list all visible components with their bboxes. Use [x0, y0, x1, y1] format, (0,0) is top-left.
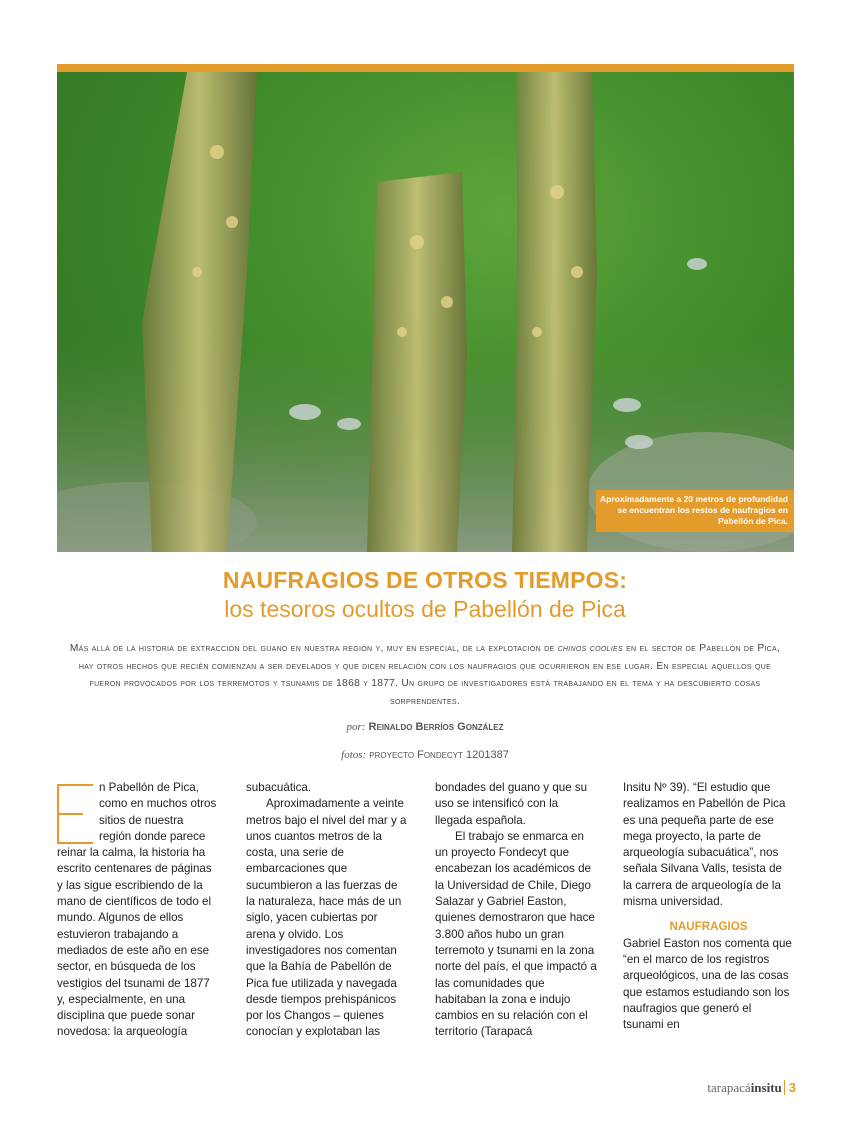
photo-credit-source: proyecto Fondecyt 1201387	[369, 749, 509, 761]
author-name: Reinaldo Berríos González	[368, 721, 504, 733]
body-paragraph: Insitu Nº 39). “El estudio que realizamos en Pabellón de Pica es una pequeña parte de ese mega proyecto, la parte de arqueología subacuática”, nos señala Silvana Valls, tesista de la carrera de arqueología de la misma universidad.	[623, 781, 786, 909]
shipwreck-illustration	[57, 72, 794, 552]
body-paragraph: bondades del guano y que su uso se intensificó con la llegada española.	[435, 781, 588, 827]
lead-part-1: Más allá de la historia de extracción del guano en nuestra región y, muy en especial, de la explotación de	[69, 643, 555, 654]
article-title: NAUFRAGIOS DE OTROS TIEMPOS:	[222, 567, 628, 593]
body-paragraph: Gabriel Easton nos comenta que “en el marco de los registros arqueológicos, una de las cosas que estamos estudiando son los naufragios que generó el tsunami en	[623, 936, 792, 1032]
drop-cap-e	[57, 784, 93, 844]
magazine-name-b: insitu	[750, 1080, 782, 1095]
page-number: 3	[784, 1080, 796, 1095]
top-accent-bar	[57, 64, 794, 72]
photo-credit-label: fotos:	[341, 749, 367, 761]
byline-label: por:	[346, 721, 366, 733]
body-paragraph: subacuática.	[246, 781, 312, 794]
photo-caption: Aproximadamente a 20 metros de profundidad se encuentran los restos de naufragios en Pabellón de Pica.	[596, 490, 794, 532]
column-1	[57, 780, 217, 1041]
lead-paragraph	[62, 640, 788, 710]
underwater-photo	[57, 72, 794, 552]
lead-part-2: en el sector de Pabellón de Pica, hay otros hechos que recién comienzan a ser develados y que dicen relación con los naufragios que ocurrieron en ese lugar. En especial aquellos que fueron provocados por los terremotos y tsunamis de 1868 y 1877. Un grupo de investigadores está trabajando en el tema y ha descubierto cosas sorprendentes.	[78, 643, 781, 707]
magazine-name-a: tarapacá	[707, 1080, 751, 1095]
body-paragraph: Aproximadamente a veinte metros bajo el nivel del mar y a unos cuantos metros de la costa, una serie de embarcaciones que sucumbieron a las fuerzas de la naturaleza, hace más de un siglo, yacen cubiertas por arena y olvido. Los investigadores nos comentan que la Bahía de Pabellón de Pica fue utilizada y navegada desde tiempos prehispánicos por los Changos – quienes conocían y explotaban las	[246, 797, 407, 1039]
page-footer	[707, 1080, 796, 1096]
author-byline	[0, 721, 850, 733]
body-paragraph: El trabajo se enmarca en un proyecto Fondecyt que encabezan los académicos de la Universidad de Chile, Diego Salazar y Gabriel Easton, quienes demostraron que hace 3.800 años hubo un gran terremoto y tsunami en la zona norte del país, el que impactó a las comunidades que habitaban la zona e indujo cambios en su relación con el territorio (Tarapacá	[435, 829, 597, 1039]
body-paragraph: n Pabellón de Pica, como en muchos otros sitios de nuestra región donde parece reinar la calma, la historia ha escrito centenares de páginas y las sigue escribiendo de la mano de científicos de todo el mundo. Algunos de ellos estuvieron trabajando a mediados de este año en ese sector, en búsqueda de los vestigios del tsunami de 1877 y, especialmente, en una disciplina que puede sonar novedosa: la arqueología	[57, 781, 217, 1039]
column-3	[435, 780, 598, 1041]
column-4	[623, 780, 794, 1033]
lead-emphasis: chinos coolies	[557, 643, 623, 654]
photo-credit	[0, 749, 850, 761]
section-subheading: NAUFRAGIOS	[669, 920, 748, 934]
column-2	[246, 780, 408, 1041]
article-subtitle: los tesoros ocultos de Pabellón de Pica	[224, 596, 626, 622]
